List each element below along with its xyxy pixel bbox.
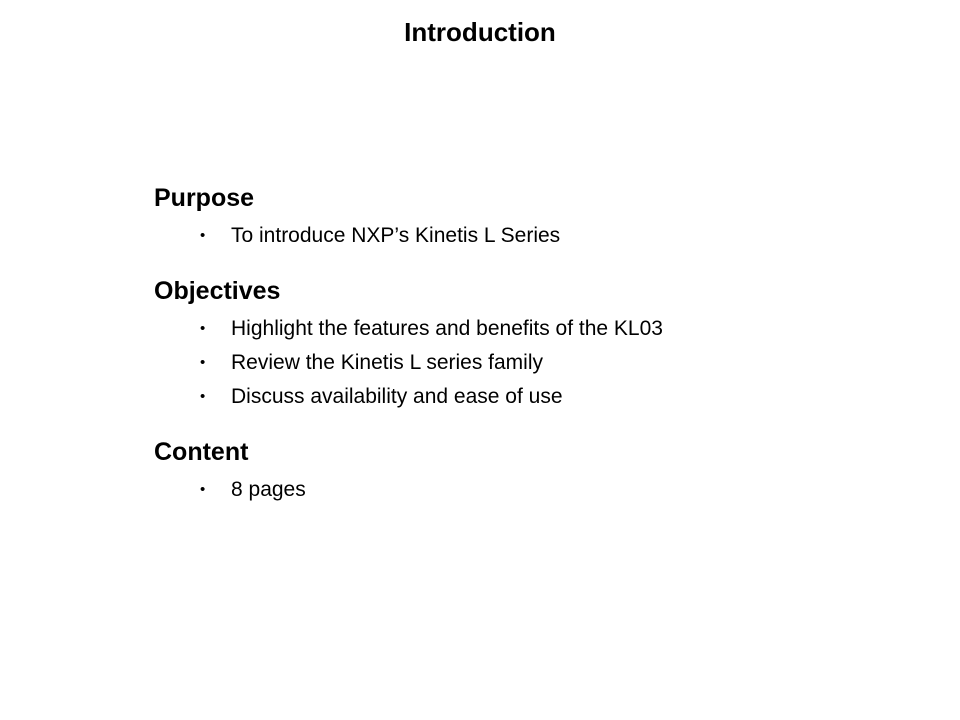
bullet-item — [154, 473, 914, 507]
bullet-icon: • — [200, 320, 206, 337]
bullet-text: Review the Kinetis L series family — [231, 351, 544, 374]
section-purpose — [154, 181, 914, 253]
bullet-item — [154, 219, 914, 253]
bullet-item — [154, 380, 914, 414]
bullet-text: To introduce NXP’s Kinetis L Series — [231, 224, 561, 247]
bullet-icon: • — [200, 227, 206, 244]
bullet-text: Discuss availability and ease of use — [231, 385, 563, 408]
bullet-text: 8 pages — [231, 478, 306, 501]
section-heading-purpose: Purpose — [154, 184, 255, 212]
bullet-text: Highlight the features and benefits of the KL03 — [231, 317, 663, 340]
bullet-item — [154, 346, 914, 380]
section-content — [154, 435, 914, 507]
section-objectives — [154, 274, 914, 414]
bullet-item — [154, 312, 914, 346]
slide-title: Introduction — [404, 17, 556, 47]
bullet-list-objectives — [154, 312, 914, 414]
section-heading-objectives: Objectives — [154, 277, 281, 305]
bullet-icon: • — [200, 354, 206, 371]
section-heading-content: Content — [154, 438, 249, 466]
slide-content — [154, 181, 914, 507]
bullet-icon: • — [200, 481, 206, 498]
bullet-list-content — [154, 473, 914, 507]
bullet-list-purpose — [154, 219, 914, 253]
bullet-icon: • — [200, 388, 206, 405]
